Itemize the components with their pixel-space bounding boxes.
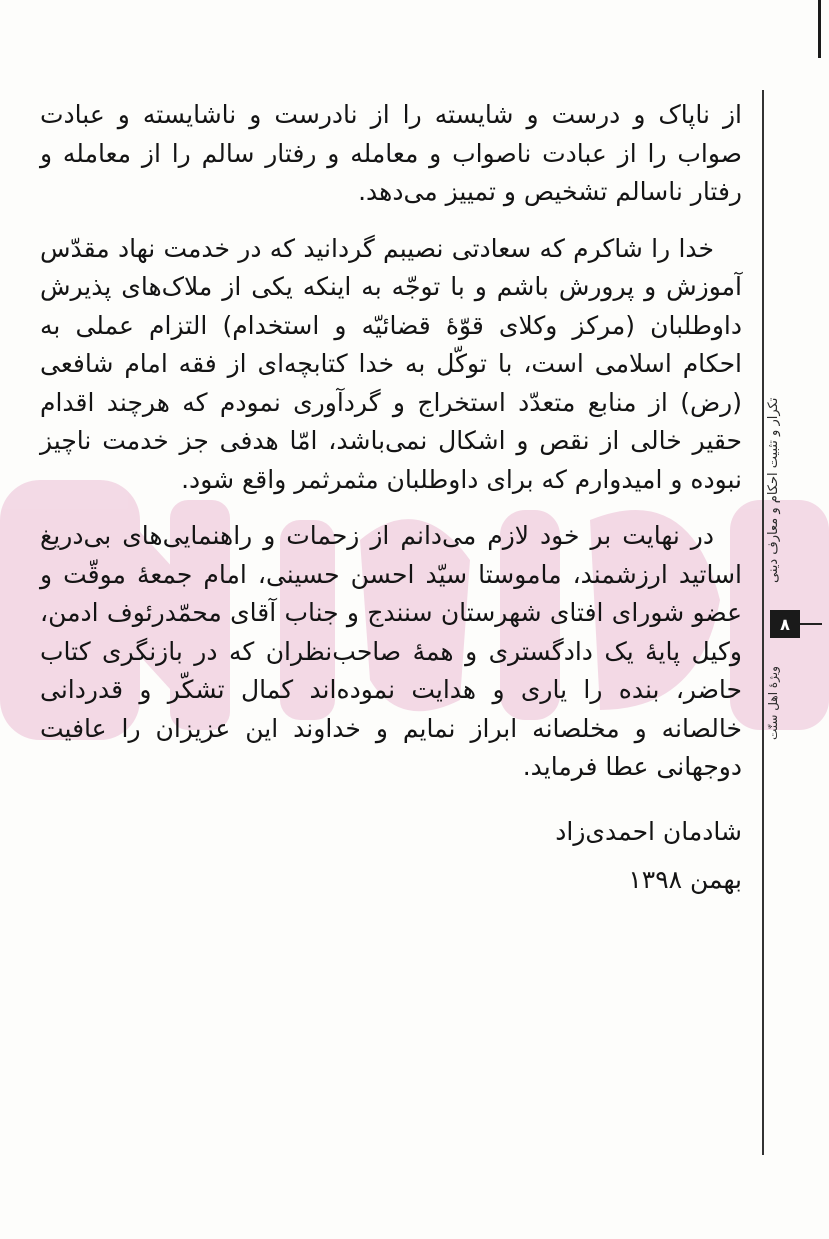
running-head-book-title: تکرار و تثبیت احکام و معارف دینی bbox=[766, 397, 781, 583]
page-number-tick bbox=[800, 623, 822, 625]
running-head-subtitle: ویژهٔ اهل سنّت bbox=[766, 666, 780, 740]
page-number-badge: ۸ bbox=[770, 610, 800, 638]
author-signature: شادمان احمدی‌زاد bbox=[555, 816, 742, 846]
paragraph-2: خدا را شاکرم که سعادتی نصیبم گردانید که در خدمت نهاد مقدّس آموزش و پرورش باشم و با توجّه به اینکه یکی از ملاک‌های پذیرش داوطلبان (مرکز وکلای قوّهٔ قضائیّه و استخدام) التزام عملی به احکام اسلامی است، با توکّل به خدا کتابچه‌ای از فقه امام شافعی (رض) از منابع متعدّد استخراج و گردآوری نمودم که هرچند اقدام حقیر خالی از نقص و اشکال نمی‌باشد، امّا هدفی جز خدمت ناچیز نبوده و امیدوارم که برای داوطلبان مثمرثمر واقع شود. bbox=[40, 233, 742, 494]
signature-date: بهمن ۱۳۹۸ bbox=[628, 865, 742, 894]
margin-divider bbox=[762, 90, 764, 1155]
main-text bbox=[40, 96, 742, 900]
paragraph-3: در نهایت بر خود لازم می‌دانم از زحمات و راهنمایی‌های بی‌دریغ اساتید ارزشمند، ماموستا سیّد احسن حسینی، امام جمعهٔ موقّت و عضو شورای افتای شهرستان سنندج و جناب آقای محمّدرئوف ادمن، وکیل پایهٔ یک دادگستری و همهٔ صاحب‌نظران که در بازنگری کتاب حاضر، بنده را یاری و هدایت نموده‌اند کمال تشکّر و قدردانی خالصانه و مخلصانه ابراز نمایم و خداوند این عزیزان را عافیت دوجهانی عطا فرماید. bbox=[40, 521, 742, 781]
corner-binding-mark bbox=[818, 0, 821, 58]
paragraph-1: از ناپاک و درست و شایسته را از نادرست و ناشایسته و عبادت صواب را از عبادت ناصواب و معامله و رفتار سالم را از معامله و رفتار ناسالم تشخیص و تمییز می‌دهد. bbox=[40, 100, 742, 206]
